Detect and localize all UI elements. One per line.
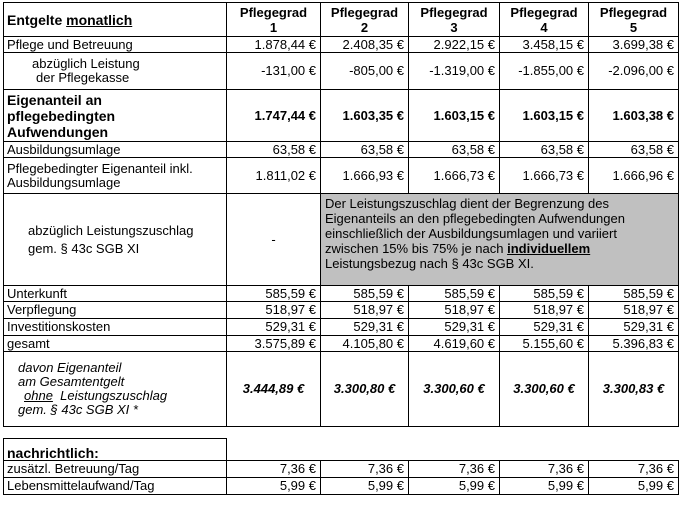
cell-value: 2.922,15 € xyxy=(409,37,500,53)
cell-value: 63,58 € xyxy=(409,142,500,158)
col-header-5: Pflegegrad 5 xyxy=(589,3,679,37)
col-header-2: Pflegegrad 2 xyxy=(321,3,409,37)
cell-value: 518,97 € xyxy=(409,302,500,319)
cell-value: 7,36 € xyxy=(321,461,409,478)
cell-value: 1.878,44 € xyxy=(227,37,321,53)
title-prefix: Entgelte xyxy=(7,11,63,28)
cell-value: 4.105,80 € xyxy=(321,336,409,352)
cell-value: 529,31 € xyxy=(227,319,321,336)
cell-value: 1.603,15 € xyxy=(500,90,589,142)
cell-value: 3.699,38 € xyxy=(589,37,679,53)
cell-value: 7,36 € xyxy=(409,461,500,478)
cell-value: 585,59 € xyxy=(321,286,409,302)
row-ausbildungsumlage xyxy=(4,142,679,158)
row-label: gesamt xyxy=(4,336,227,352)
cell-value: -1.855,00 € xyxy=(500,53,589,90)
cell-value: 518,97 € xyxy=(589,302,679,319)
cell-value: 518,97 € xyxy=(500,302,589,319)
section-label: nachrichtlich: xyxy=(4,439,227,461)
leistungszuschlag-note: Der Leistungszuschlag dient der Begrenzung des Eigenanteils an den pflegebedingten Aufwendungen einschließlich der Ausbildungsumlagen und variiert zwischen 15% bis 75% je nach individuellem Leistungsbezug nach § 43c SGB XI. xyxy=(321,194,679,286)
cell-value: 585,59 € xyxy=(409,286,500,302)
row-unterkunft xyxy=(4,286,679,302)
ohne-underlined: ohne xyxy=(24,388,53,403)
cell-value: -805,00 € xyxy=(321,53,409,90)
fee-table xyxy=(3,2,679,495)
cell-value: 63,58 € xyxy=(500,142,589,158)
cell-value: 5.396,83 € xyxy=(589,336,679,352)
row-label: Pflege und Betreuung xyxy=(4,37,227,53)
cell-value: 3.458,15 € xyxy=(500,37,589,53)
cell-value: 518,97 € xyxy=(227,302,321,319)
spacer-row xyxy=(4,427,679,439)
cell-value: 5,99 € xyxy=(409,478,500,495)
row-label: Eigenanteil an pflegebedingten Aufwendungen xyxy=(4,90,227,142)
cell-value: 1.666,93 € xyxy=(321,158,409,194)
cell-value: 5,99 € xyxy=(227,478,321,495)
row-label: Verpflegung xyxy=(4,302,227,319)
title-monatlich: monatlich xyxy=(66,11,133,28)
cell-value: -1.319,00 € xyxy=(409,53,500,90)
cell-value: 1.747,44 € xyxy=(227,90,321,142)
cell-value: 5,99 € xyxy=(500,478,589,495)
cell-value: 1.666,96 € xyxy=(589,158,679,194)
cell-value: -2.096,00 € xyxy=(589,53,679,90)
row-verpflegung xyxy=(4,302,679,319)
cell-value: 3.300,60 € xyxy=(500,352,589,427)
cell-value: 5.155,60 € xyxy=(500,336,589,352)
cell-value: 585,59 € xyxy=(589,286,679,302)
cell-value: 529,31 € xyxy=(589,319,679,336)
cell-value: 3.575,89 € xyxy=(227,336,321,352)
cell-value: 63,58 € xyxy=(227,142,321,158)
row-label: Ausbildungsumlage xyxy=(4,142,227,158)
cell-value: 1.603,35 € xyxy=(321,90,409,142)
row-label: davon Eigenanteil am Gesamtentgelt ohne Leistungszuschlag gem. § 43c SGB XI * xyxy=(4,352,227,427)
cell-value: 3.444,89 € xyxy=(227,352,321,427)
cell-value: 529,31 € xyxy=(500,319,589,336)
cell-value: 5,99 € xyxy=(589,478,679,495)
row-pflege xyxy=(4,37,679,53)
col-header-4: Pflegegrad 4 xyxy=(500,3,589,37)
cell-value: 518,97 € xyxy=(321,302,409,319)
row-investitionskosten xyxy=(4,319,679,336)
row-label: Pflegebedingter Eigenanteil inkl. Ausbildungsumlage xyxy=(4,158,227,194)
row-lebensmittel-tag xyxy=(4,478,679,495)
row-eigenanteil-inkl xyxy=(4,158,679,194)
cell-value: 7,36 € xyxy=(589,461,679,478)
row-label: Lebensmittelaufwand/Tag xyxy=(4,478,227,495)
row-label: Unterkunft xyxy=(4,286,227,302)
cell-value: 1.666,73 € xyxy=(409,158,500,194)
note-emphasis: individuellem xyxy=(507,241,591,256)
cell-value: 3.300,83 € xyxy=(589,352,679,427)
cell-value: 4.619,60 € xyxy=(409,336,500,352)
row-label: zusätzl. Betreuung/Tag xyxy=(4,461,227,478)
row-abzug-pflegekasse xyxy=(4,53,679,90)
col-header-3: Pflegegrad 3 xyxy=(409,3,500,37)
cell-value: 585,59 € xyxy=(227,286,321,302)
cell-value: - xyxy=(227,194,321,286)
row-label: abzüglich Leistungszuschlag gem. § 43c SGB XI xyxy=(4,194,227,286)
row-leistungszuschlag xyxy=(4,194,679,286)
row-betreuung-tag xyxy=(4,461,679,478)
cell-value: 529,31 € xyxy=(409,319,500,336)
cell-value: 3.300,80 € xyxy=(321,352,409,427)
row-label: abzüglich Leistung der Pflegekasse xyxy=(4,53,227,90)
row-davon-eigenanteil xyxy=(4,352,679,427)
row-label: Investitionskosten xyxy=(4,319,227,336)
cell-value: -131,00 € xyxy=(227,53,321,90)
cell-value: 63,58 € xyxy=(321,142,409,158)
cell-value: 1.666,73 € xyxy=(500,158,589,194)
row-eigenanteil xyxy=(4,90,679,142)
cell-value: 1.603,15 € xyxy=(409,90,500,142)
header-row xyxy=(4,3,679,37)
row-gesamt xyxy=(4,336,679,352)
title-cell xyxy=(4,3,227,37)
cell-value: 7,36 € xyxy=(227,461,321,478)
cell-value: 3.300,60 € xyxy=(409,352,500,427)
cell-value: 529,31 € xyxy=(321,319,409,336)
cell-value: 63,58 € xyxy=(589,142,679,158)
cell-value: 7,36 € xyxy=(500,461,589,478)
cell-value: 1.603,38 € xyxy=(589,90,679,142)
cell-value: 1.811,02 € xyxy=(227,158,321,194)
cell-value: 5,99 € xyxy=(321,478,409,495)
cell-value: 585,59 € xyxy=(500,286,589,302)
cell-value: 2.408,35 € xyxy=(321,37,409,53)
row-nachrichtlich xyxy=(4,439,679,461)
col-header-1: Pflegegrad 1 xyxy=(227,3,321,37)
